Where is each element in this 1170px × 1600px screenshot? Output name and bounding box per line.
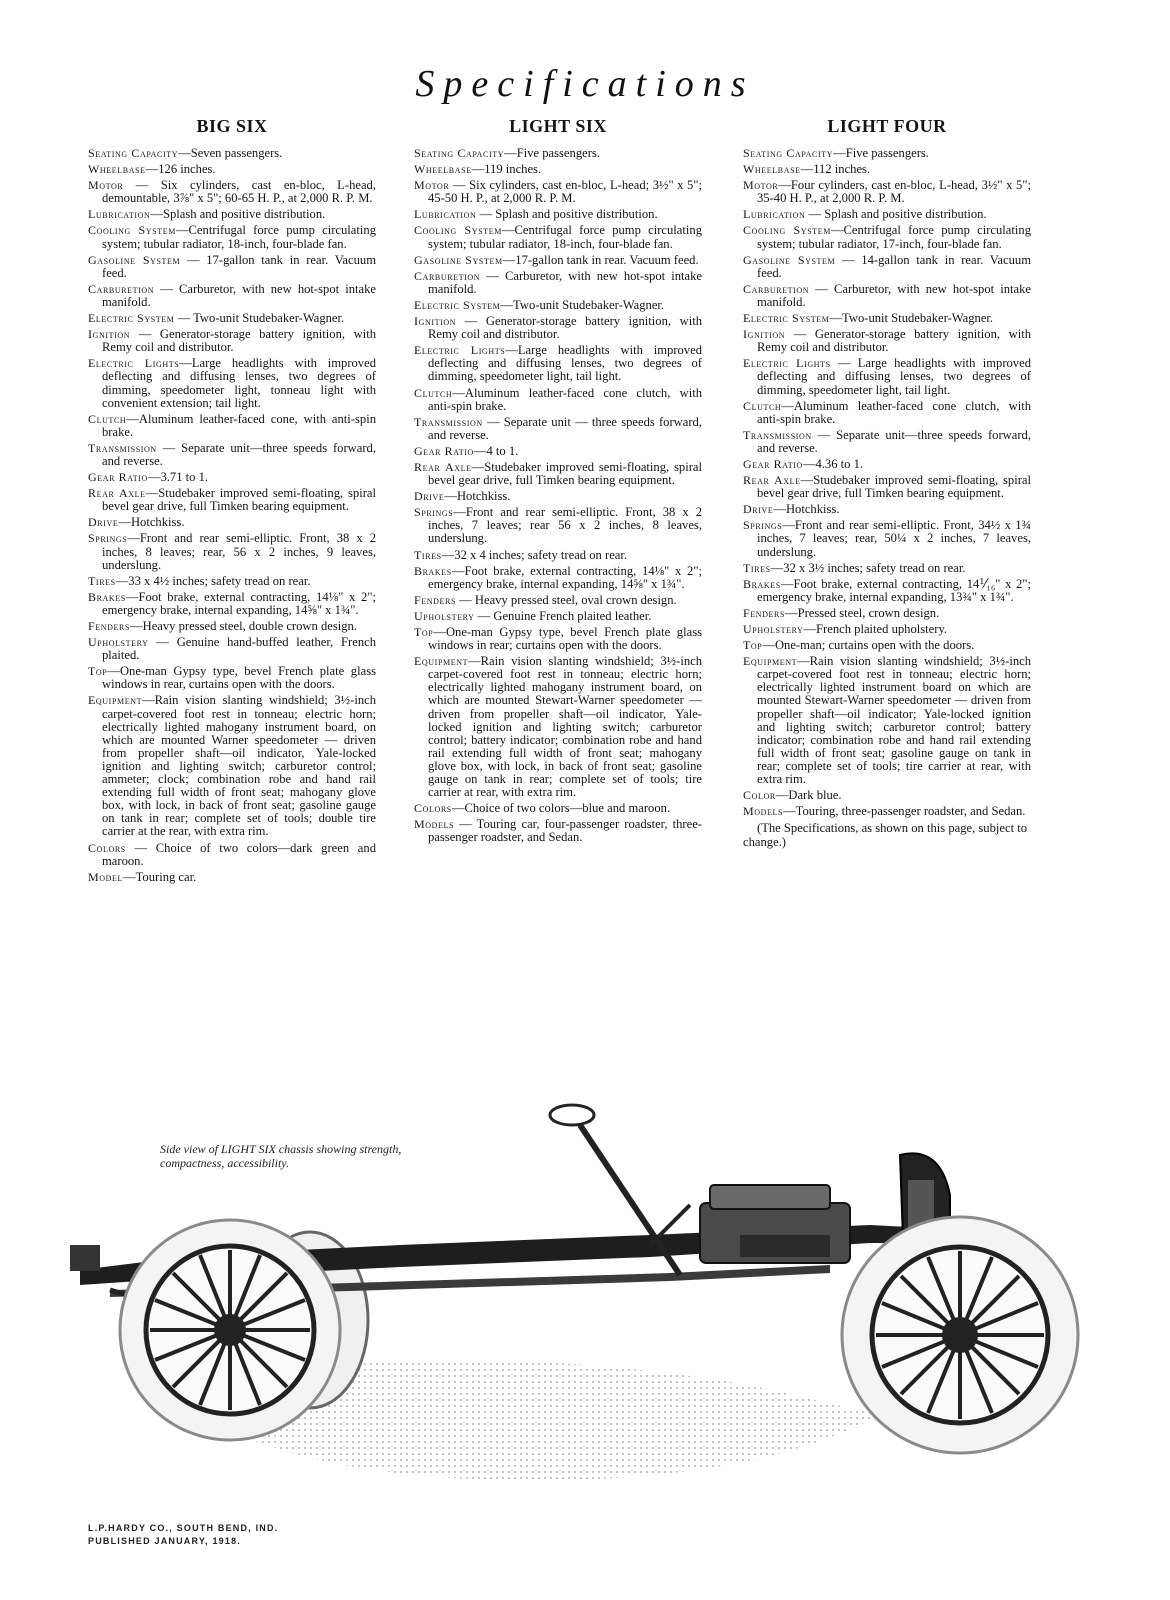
- spec-list: [88, 147, 376, 884]
- spec-text: —Studebaker improved semi-floating, spiral bevel gear drive, full Timken bearing equipment.: [757, 473, 1031, 501]
- imprint-line: PUBLISHED JANUARY, 1918.: [88, 1536, 242, 1546]
- spec-label: Seating Capacity: [414, 146, 505, 160]
- spec-entry: [743, 503, 1031, 516]
- spec-text: —Front and rear semi-elliptic. Front, 38 x 2 inches, 8 leaves; rear, 56 x 2 inches, 9 leaves, underslung.: [102, 531, 376, 572]
- spec-entry: [414, 565, 702, 591]
- spec-entry: [88, 179, 376, 205]
- spec-text: —33 x 4½ inches; safety tread on rear.: [115, 573, 311, 588]
- spec-text: — Splash and positive distribution.: [476, 207, 658, 222]
- spec-label: Brakes: [743, 576, 781, 591]
- spec-entry: [88, 283, 376, 309]
- spec-text: —Heavy pressed steel, double crown design.: [130, 619, 357, 633]
- spec-text: —Foot brake, external contracting, 14⅟₁₆" x 2"; emergency brake, internal expanding, 13¾" x 1¾".: [757, 576, 1031, 604]
- spec-entry: [743, 179, 1031, 205]
- spec-label: Color: [743, 788, 776, 803]
- spec-entry: [743, 623, 1031, 636]
- spec-entry: [414, 594, 702, 607]
- spec-label: Clutch: [88, 411, 127, 426]
- spec-text: — Separate unit—three speeds forward, and reverse.: [102, 440, 376, 468]
- spec-text: — Touring car, four-passenger roadster, three-passenger roadster, and Sedan.: [428, 817, 702, 845]
- spec-label: Cooling System: [414, 223, 502, 238]
- spec-label: Motor: [743, 178, 779, 193]
- spec-entry: [743, 400, 1031, 426]
- spec-label: Electric System: [414, 297, 501, 312]
- spec-text: — Carburetor, with new hot-spot intake manifold.: [102, 281, 376, 309]
- spec-entry: [414, 163, 702, 176]
- spec-label: Rear Axle: [414, 459, 472, 474]
- spec-label: Gear Ratio: [414, 443, 474, 458]
- spec-entry: [88, 842, 376, 868]
- spec-text: —Pressed steel, crown design.: [785, 605, 940, 620]
- spec-label: Models: [743, 804, 784, 819]
- spec-text: —Hotchkiss.: [118, 515, 185, 530]
- spec-label: Rear Axle: [743, 473, 801, 488]
- spec-label: Lubrication: [88, 207, 151, 222]
- spec-label: Gear Ratio: [743, 456, 803, 471]
- spec-text: —Studebaker improved semi-floating, spiral bevel gear drive, full Timken bearing equipment.: [102, 486, 376, 514]
- spec-label: Motor: [88, 178, 124, 193]
- spec-text: —Centrifugal force pump circulating system; tubular radiator, 17-inch, four-blade fan.: [757, 223, 1031, 251]
- spec-label: Seating Capacity: [88, 146, 179, 160]
- spec-entry: [743, 328, 1031, 354]
- spec-label: Lubrication: [414, 207, 477, 222]
- spec-label: Lubrication: [743, 207, 806, 222]
- spec-text: — Genuine French plaited leather.: [474, 608, 652, 623]
- spec-label: Fenders: [414, 592, 456, 607]
- spec-entry: [743, 519, 1031, 558]
- spec-text: — Splash and positive distribution.: [805, 207, 987, 222]
- spec-text: —Centrifugal force pump circulating system; tubular radiator, 18-inch, four-blade fan.: [102, 223, 376, 251]
- spec-entry: [414, 299, 702, 312]
- spec-label: Equipment: [743, 654, 798, 669]
- spec-entry: [414, 270, 702, 296]
- spec-label: Upholstery: [88, 635, 149, 650]
- spec-text: — Two-unit Studebaker-Wagner.: [174, 311, 345, 326]
- spec-entry: [88, 224, 376, 250]
- spec-text: —Aluminum leather-faced cone clutch, with anti-spin brake.: [757, 398, 1031, 426]
- spec-entry: [88, 312, 376, 325]
- spec-label: Electric System: [88, 311, 175, 326]
- spec-text: — Large headlights with improved deflecting and diffusing lenses, two degrees of dimming, speedometer light, tail light.: [757, 356, 1031, 397]
- spec-label: Drive: [743, 502, 774, 517]
- spec-text: —3.71 to 1.: [147, 470, 209, 485]
- spec-entry: [414, 179, 702, 205]
- spec-entry: [88, 665, 376, 691]
- spec-text: —126 inches.: [145, 162, 216, 177]
- spec-text: — Separate unit — three speeds forward, and reverse.: [428, 414, 702, 442]
- spec-text: — Carburetor, with new hot-spot intake manifold.: [428, 268, 702, 296]
- spec-entry: [414, 610, 702, 623]
- spec-label: Upholstery: [414, 608, 475, 623]
- spec-entry: [414, 655, 702, 799]
- spec-text: —Large headlights with improved deflecting and diffusing lenses, two degrees of dimming, speedometer light, tonneau light with convenient extension; tail light.: [102, 356, 376, 410]
- spec-label: Brakes: [414, 563, 452, 578]
- spec-label: Colors: [88, 840, 126, 855]
- spec-text: —Four cylinders, cast en-bloc, L-head, 3½" x 5"; 35-40 H. P., at 2,000 R. P. M.: [757, 178, 1031, 206]
- spec-entry: [88, 163, 376, 176]
- spec-entry: [88, 516, 376, 529]
- spec-entry: [88, 871, 376, 884]
- spec-list: [743, 147, 1031, 818]
- column-heading: BIG SIX: [196, 116, 268, 136]
- spec-entry: [88, 636, 376, 662]
- spec-entry: [743, 224, 1031, 250]
- spec-text: —Front and rear semi-elliptic. Front, 34½ x 1¾ inches, 7 leaves; rear, 50¼ x 2 inches, 7 leaves, underslung.: [757, 518, 1031, 559]
- spec-label: Seating Capacity: [743, 146, 834, 160]
- spec-entry: [414, 416, 702, 442]
- chassis-illustration: [50, 1085, 1130, 1485]
- spec-entry: [88, 487, 376, 513]
- spec-label: Clutch: [743, 398, 782, 413]
- spec-text: — Heavy pressed steel, oval crown design.: [456, 592, 677, 607]
- spec-label: Upholstery: [743, 622, 804, 636]
- spec-text: — Generator-storage battery ignition, with Remy coil and distributor.: [428, 314, 702, 342]
- spec-text: — Generator-storage battery ignition, with Remy coil and distributor.: [102, 327, 376, 355]
- spec-label: Springs: [88, 531, 128, 546]
- spec-label: Fenders: [743, 605, 785, 620]
- spec-entry: [743, 578, 1031, 604]
- spec-text: —Splash and positive distribution.: [150, 207, 326, 222]
- spec-entry: [743, 312, 1031, 325]
- spec-text: —Foot brake, external contracting, 14⅛" x 2"; emergency brake, internal expanding, 14⅝" x 1¾".: [102, 589, 376, 617]
- spec-text: — 17-gallon tank in rear. Vacuum feed.: [102, 252, 376, 280]
- spec-entry: [88, 694, 376, 838]
- spec-label: Carburetion: [414, 268, 481, 283]
- spec-entry: [88, 575, 376, 588]
- spec-entry: [414, 626, 702, 652]
- spec-label: Electric Lights: [88, 356, 180, 371]
- spec-label: Fenders: [88, 619, 130, 633]
- spec-entry: [414, 224, 702, 250]
- column-light-four: [743, 116, 1031, 849]
- spec-entry: [88, 413, 376, 439]
- spec-label: Models: [414, 817, 455, 832]
- spec-text: —Five passengers.: [833, 146, 929, 160]
- spec-label: Wheelbase: [743, 162, 801, 177]
- spec-entry: [743, 254, 1031, 280]
- spec-text: — 14-gallon tank in rear. Vacuum feed.: [757, 252, 1031, 280]
- spec-entry: [414, 208, 702, 221]
- spec-text: —Seven passengers.: [178, 146, 283, 160]
- spec-label: Clutch: [414, 385, 453, 400]
- spec-label: Electric Lights: [414, 343, 506, 358]
- spec-label: Gasoline System: [88, 252, 181, 267]
- spec-text: —French plaited upholstery.: [803, 622, 948, 636]
- spec-label: Top: [743, 638, 763, 653]
- spec-entry: [88, 591, 376, 617]
- spec-text: —Aluminum leather-faced cone clutch, with anti-spin brake.: [428, 385, 702, 413]
- spec-label: Motor: [414, 178, 450, 193]
- spec-entry: [88, 254, 376, 280]
- spec-entry: [88, 442, 376, 468]
- spec-entry: [414, 254, 702, 267]
- spec-entry: [88, 471, 376, 484]
- spec-entry: [414, 387, 702, 413]
- spec-label: Ignition: [414, 314, 457, 329]
- spec-entry: [88, 147, 376, 160]
- spec-text: —4 to 1.: [473, 443, 519, 458]
- spec-entry: [743, 458, 1031, 471]
- spec-entry: [88, 328, 376, 354]
- spec-text: —Touring car.: [123, 869, 197, 884]
- spec-text: —Rain vision slanting windshield; 3½-inch carpet-covered foot rest in tonneau; electric horn; electrically lighted instrument board on which are mounted Stewart-Warner speedometer — driven from propeller shaft—oil indicator; Yale-locked ignition and lighting switch; carburetor control; battery indicator; combination robe and hand rail extending full width of front seat; gasoline gauge on tank in rear; complete set of tools; tire carrier at rear, with extra rim.: [757, 654, 1031, 787]
- spec-entry: [743, 789, 1031, 802]
- spec-label: Drive: [88, 515, 119, 530]
- column-heading: LIGHT FOUR: [827, 116, 947, 136]
- spec-text: —Studebaker improved semi-floating, spiral bevel gear drive, full Timken bearing equipment.: [428, 459, 702, 488]
- spec-text: —Choice of two colors—blue and maroon.: [451, 801, 671, 816]
- spec-label: Cooling System: [743, 223, 831, 238]
- spec-label: Tires: [88, 573, 116, 588]
- spec-label: Wheelbase: [88, 162, 146, 177]
- spec-entry: [743, 805, 1031, 818]
- spec-label: Springs: [743, 518, 783, 533]
- spec-entry: [743, 655, 1031, 786]
- spec-text: — Six cylinders, cast en-bloc, L-head; 3½" x 5"; 45-50 H. P., at 2,000 R. P. M.: [428, 178, 702, 206]
- spec-label: Electric Lights: [743, 356, 831, 371]
- spec-entry: [414, 549, 702, 562]
- spec-text: —Rain vision slanting windshield; 3½-inch carpet-covered foot rest in tonneau; electric horn; electrically lighted mahogany instrument board, on which are mounted Warner speedometer — driven from propeller shaft—oil indicator, Yale-locked ignition and lighting switch; carburetor control; ammeter; clock; combination robe and hand rail extending full width of front seat; mahogany glove box, with lock, in back of front seat; gasoline gauge on tank in rear; complete set of tools; double tire carrier at the rear, with extra rim.: [102, 693, 376, 839]
- spec-entry: [414, 802, 702, 815]
- spec-label: Ignition: [743, 327, 786, 342]
- spec-text: —One-man Gypsy type, bevel French plate glass windows in rear, curtains open with the doors.: [102, 664, 376, 692]
- spec-label: Rear Axle: [88, 486, 146, 501]
- spec-entry: [88, 357, 376, 409]
- spec-entry: [88, 532, 376, 571]
- spec-entry: [88, 620, 376, 633]
- spec-entry: [743, 639, 1031, 652]
- spec-text: — Carburetor, with new hot-spot intake manifold.: [757, 281, 1031, 309]
- spec-label: Ignition: [88, 327, 131, 342]
- spec-text: —Two-unit Studebaker-Wagner.: [829, 311, 994, 326]
- spec-entry: [414, 490, 702, 503]
- spec-text: —One-man; curtains open with the doors.: [762, 638, 975, 653]
- spec-label: Colors: [414, 801, 452, 816]
- spec-text: —Large headlights with improved deflecting and diffusing lenses, two degrees of dimming, speedometer light, tail light.: [428, 343, 702, 384]
- spec-label: Equipment: [414, 654, 469, 669]
- spec-entry: [743, 283, 1031, 309]
- spec-text: — Generator-storage battery ignition, with Remy coil and distributor.: [757, 327, 1031, 355]
- spec-label: Transmission: [743, 427, 812, 442]
- spec-entry: [743, 474, 1031, 500]
- spec-text: —17-gallon tank in rear. Vacuum feed.: [502, 252, 699, 267]
- spec-text: —Touring, three-passenger roadster, and Sedan.: [783, 804, 1026, 819]
- spec-label: Tires: [414, 547, 442, 562]
- column-big-six: [88, 116, 376, 887]
- column-light-six: [414, 116, 702, 848]
- spec-entry: [88, 208, 376, 221]
- spec-list: [414, 147, 702, 845]
- spec-text: —Hotchkiss.: [444, 489, 511, 504]
- spec-entry: [414, 315, 702, 341]
- printer-imprint: [88, 1522, 278, 1548]
- spec-label: Gear Ratio: [88, 470, 148, 485]
- spec-label: Transmission: [88, 440, 157, 455]
- spec-entry: [743, 163, 1031, 176]
- imprint-line: L.P.HARDY CO., SOUTH BEND, IND.: [88, 1523, 279, 1533]
- spec-text: — Choice of two colors—dark green and maroon.: [102, 840, 376, 868]
- spec-text: —Five passengers.: [504, 146, 600, 160]
- chassis-caption: Side view of LIGHT SIX chassis showing strength, compactness, accessibility.: [160, 1142, 402, 1170]
- spec-label: Equipment: [88, 693, 143, 708]
- spec-text: —Front and rear semi-elliptic. Front, 38 x 2 inches, 7 leaves; rear 56 x 2 inches, 8 leaves, underslung.: [428, 505, 702, 546]
- spec-entry: [743, 147, 1031, 160]
- spec-entry: [743, 607, 1031, 620]
- spec-text: — Six cylinders, cast en-bloc, L-head, demountable, 3⅞" x 5"; 60-65 H. P., at 2,000 R. P. M.: [102, 178, 376, 206]
- spec-text: —Centrifugal force pump circulating system; tubular radiator, 18-inch, four-blade fan.: [428, 223, 702, 251]
- spec-label: Model: [88, 869, 123, 884]
- spec-entry: [414, 344, 702, 383]
- spec-text: —Rain vision slanting windshield; 3½-inch carpet-covered foot rest in tonneau; electric horn; electrically lighted mahogany instrument board, on which are mounted Stewart-Warner speedometer — driven from propeller shaft—oil indicator, Yale-locked ignition and lighting switch; carburetor control; battery indicator; combination robe and hand rail extending full width of front seat; mahogany glove box, with lock, in back of front seat; gasoline gauge on tank in rear; complete set of tools; tire carrier at rear, with extra rim.: [428, 654, 702, 800]
- spec-text: — Genuine hand-buffed leather, French plaited.: [102, 635, 376, 663]
- spec-label: Electric System: [743, 311, 830, 326]
- spec-text: —Two-unit Studebaker-Wagner.: [500, 297, 665, 312]
- spec-text: —119 inches.: [471, 162, 542, 177]
- spec-text: —Hotchkiss.: [773, 502, 840, 517]
- spec-label: Tires: [743, 560, 771, 575]
- spec-text: — Separate unit—three speeds forward, and reverse.: [757, 427, 1031, 455]
- spec-text: —Foot brake, external contracting, 14⅛" x 2"; emergency brake, internal expanding, 14⅝" x 1¾".: [428, 563, 702, 591]
- spec-entry: [743, 429, 1031, 455]
- spec-label: Carburetion: [88, 281, 155, 296]
- spec-entry: [743, 357, 1031, 396]
- spec-entry: [414, 506, 702, 545]
- spec-label: Wheelbase: [414, 162, 472, 177]
- page-title: Specifications: [415, 63, 755, 105]
- spec-text: —4.36 to 1.: [802, 456, 864, 471]
- spec-entry: [414, 818, 702, 844]
- spec-label: Springs: [414, 505, 454, 520]
- spec-label: Top: [414, 625, 434, 639]
- spec-text: —112 inches.: [800, 162, 871, 177]
- spec-label: Top: [88, 664, 108, 679]
- spec-text: —32 x 4 inches; safety tread on rear.: [441, 547, 628, 562]
- spec-entry: [743, 208, 1031, 221]
- spec-label: Drive: [414, 489, 445, 504]
- spec-label: Transmission: [414, 414, 483, 429]
- spec-label: Carburetion: [743, 281, 810, 296]
- spec-label: Brakes: [88, 589, 126, 604]
- spec-text: —One-man Gypsy type, bevel French plate glass windows in rear; curtains open with the doors.: [428, 625, 702, 653]
- spec-text: —Dark blue.: [775, 788, 842, 803]
- spec-text: —32 x 3½ inches; safety tread on rear.: [770, 560, 966, 575]
- spec-text: —Aluminum leather-faced cone, with anti-spin brake.: [102, 411, 376, 439]
- spec-entry: [414, 445, 702, 458]
- change-note: (The Specifications, as shown on this page, subject to change.): [743, 821, 1028, 849]
- spec-entry: [414, 461, 702, 487]
- spec-entry: [414, 147, 702, 160]
- spec-label: Gasoline System: [743, 252, 836, 267]
- spec-entry: [743, 562, 1031, 575]
- column-heading: LIGHT SIX: [509, 116, 607, 136]
- spec-label: Gasoline System: [414, 252, 503, 267]
- spec-label: Cooling System: [88, 223, 176, 238]
